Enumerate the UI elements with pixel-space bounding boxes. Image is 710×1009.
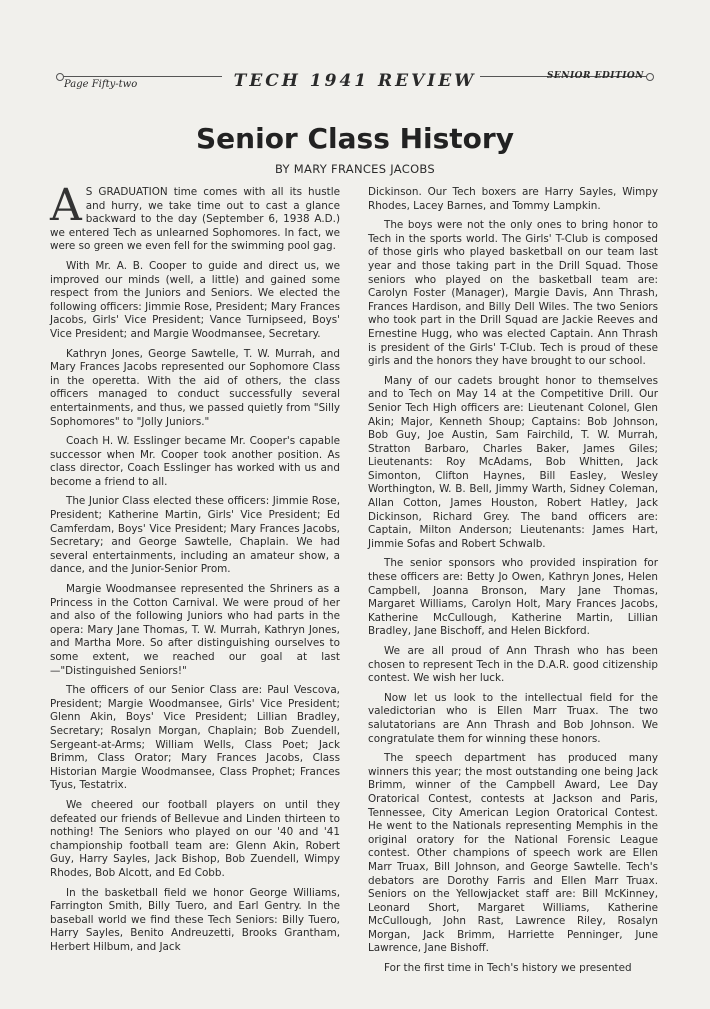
article-title: Senior Class History bbox=[196, 122, 514, 155]
journal-title: TECH 1941 REVIEW bbox=[233, 71, 477, 91]
paragraph: Many of our cadets brought honor to themselves and to Tech on May 14 at the Competitive Drill. Our Senior Tech High officers are: Lieutenant Colonel, Glen Akin; Major, Kenneth Shoup; Captains: Bob Johnson, Bob Guy, Joe Austin, Sam Fairchild, T. W. Murrah, Stratton Barbaro, Charles Baker, James Giles; Lieutenants: Roy McAdams, Bob Whitten, Jack Simonton, Clifton Haynes, Bill Easley, Wesley Worthington, W. B. Bell, Jimmy Warth, Sidney Coleman, Allan Cotton, James Houston, Robert Hatley, Jack Dickinson, Richard Grey. The band officers are: Captain, Milton Anderson; Lieutenants: James Hart, Jimmie Sofas and Robert Schwalb. bbox=[368, 374, 658, 550]
paragraph-text: S GRADUATION time comes with all its hustle and hurry, we take time out to cast a glance backward to the day (September 6, 1938 A.D.) we entered Tech as unlearned Sophomores. In fact, we were so green we even fell for the swimming pool gag. bbox=[50, 186, 340, 253]
edition-label: SENIOR EDITION bbox=[546, 71, 644, 81]
paragraph: The speech department has produced many winners this year; the most outstanding one being Jack Brimm, winner of the Campbell Award, Lee Day Oratorical Contest, contests at Jackson and Paris, Tennessee, City American Legion Oratorical Contest. He went to the Nationals representing Memphis in the original oratory for the National Forensic League contest. Other champions of speech work are Ellen Marr Truax, Bill Johnson, and George Sawtelle. Tech's debators are Dorothy Farris and Ellen Marr Truax. Seniors on the Yellowjacket staff are: Bill McKinney, Leonard Short, Margaret Williams, Katherine McCullough, John Rast, Lawrence Riley, Rosalyn Morgan, Jack Brimm, Harriette Penninger, June Lawrence, Jane Bishoff. bbox=[368, 752, 658, 955]
page-number: Page Fifty-two bbox=[64, 79, 138, 90]
paragraph: We cheered our football players on until they defeated our friends of Bellevue and Linden thirteen to nothing! The Seniors who played on our '40 and '41 championship football team are: Glenn Akin, Robert Guy, Harry Sayles, Jack Bishop, Bob Zuendell, Wimpy Rhodes, Bob Alcott, and Ed Cobb. bbox=[50, 798, 340, 879]
paragraph bbox=[50, 180, 340, 254]
paragraph: Dickinson. Our Tech boxers are Harry Sayles, Wimpy Rhodes, Lacey Barnes, and Tommy Lampkin. bbox=[368, 186, 658, 212]
paragraph: The senior sponsors who provided inspiration for these officers are: Betty Jo Owen, Kathryn Jones, Helen Campbell, Joanna Bronson, Mary Jane Thomas, Margaret Williams, Carolyn Holt, Mary Frances Jacobs, Katherine McCullough, Katherine Martin, Lillian Bradley, Jane Bischoff, and Helen Bickford. bbox=[368, 557, 658, 638]
paragraph: Coach H. W. Esslinger became Mr. Cooper's capable successor when Mr. Cooper took another position. As class director, Coach Esslinger has worked with us and become a friend to all. bbox=[50, 435, 340, 488]
paragraph: We are all proud of Ann Thrash who has been chosen to represent Tech in the D.A.R. good citizenship contest. We wish her luck. bbox=[368, 645, 658, 685]
paragraph: The Junior Class elected these officers: Jimmie Rose, President; Katherine Martin, Girls' Vice President; Ed Camferdam, Boys' Vice President; Mary Frances Jacobs, Secretary; and George Sawtelle, Chaplain. We had several entertainments, including an amateur show, a dance, and the Junior-Senior Prom. bbox=[50, 495, 340, 576]
paragraph: With Mr. A. B. Cooper to guide and direct us, we improved our minds (well, a little) and gained some respect from the Juniors and Seniors. We elected the following officers: Jimmie Rose, President; Mary Frances Jacobs, Girls' Vice President; Vance Turnipseed, Boys' Vice President; and Margie Woodmansee, Secretary. bbox=[50, 259, 340, 340]
article-byline: BY MARY FRANCES JACOBS bbox=[274, 162, 436, 176]
paragraph: In the basketball field we honor George Williams, Farrington Smith, Billy Tuero, and Earl Gentry. In the baseball world we find these Tech Seniors: Billy Tuero, Harry Sayles, Benito Andreuzetti, Brooks Grantham, Herbert Hilbum, and Jack bbox=[50, 886, 340, 953]
paragraph: For the first time in Tech's history we presented bbox=[384, 962, 632, 975]
paragraph: Now let us look to the intellectual field for the valedictorian who is Ellen Marr Truax. The two salutatorians are Ann Thrash and Bob Johnson. We congratulate them for winning these honors. bbox=[368, 691, 658, 745]
left-column bbox=[50, 180, 340, 953]
paragraph: Margie Woodmansee represented the Shriners as a Princess in the Cotton Carnival. We were proud of her and also of the following Juniors who had parts in the opera: Mary Jane Thomas, T. W. Murrah, Kathryn Jones, and Martha More. So after distinguishing ourselves to some extent, we reached our goal at last—"Distinguished Seniors!" bbox=[50, 583, 340, 677]
paragraph: The boys were not the only ones to bring honor to Tech in the sports world. The Girls' T-Club is composed of those girls who played basketball on our team last year and those taking part in the Drill Squad. Those seniors who played on the basketball team are: Carolyn Foster (Manager), Margie Davis, Ann Thrash, Frances Hardison, and Billy Dell Wiles. The two Seniors who took part in the Drill Squad are Jackie Reeves and Ernestine Hugg, who was elected Captain. Ann Thrash is president of the Girls' T-Club. Tech is proud of these girls and the honors they have brought to our school. bbox=[368, 219, 658, 368]
page-header bbox=[56, 68, 654, 94]
header-ornament-right bbox=[646, 73, 654, 81]
right-column bbox=[368, 186, 658, 975]
paragraph: The officers of our Senior Class are: Paul Vescova, President; Margie Woodmansee, Girls' Vice President; Glenn Akin, Boys' Vice President; Lillian Bradley, Secretary; Rosalyn Morgan, Chaplain; Bob Zuendell, Sergeant-at-Arms; William Wells, Class Poet; Jack Brimm, Class Orator; Mary Frances Jacobs, Class Historian Margie Woodmansee, Class Prophet; Frances Tyus, Testatrix. bbox=[50, 684, 340, 792]
drop-cap: A bbox=[50, 180, 82, 231]
paragraph: Kathryn Jones, George Sawtelle, T. W. Murrah, and Mary Frances Jacobs represented our Sophomore Class in the operetta. With the aid of others, the class officers managed to conduct successfully several entertainments, and thus, we passed quietly from "Silly Sophomores" to "Jolly Juniors." bbox=[50, 347, 340, 428]
